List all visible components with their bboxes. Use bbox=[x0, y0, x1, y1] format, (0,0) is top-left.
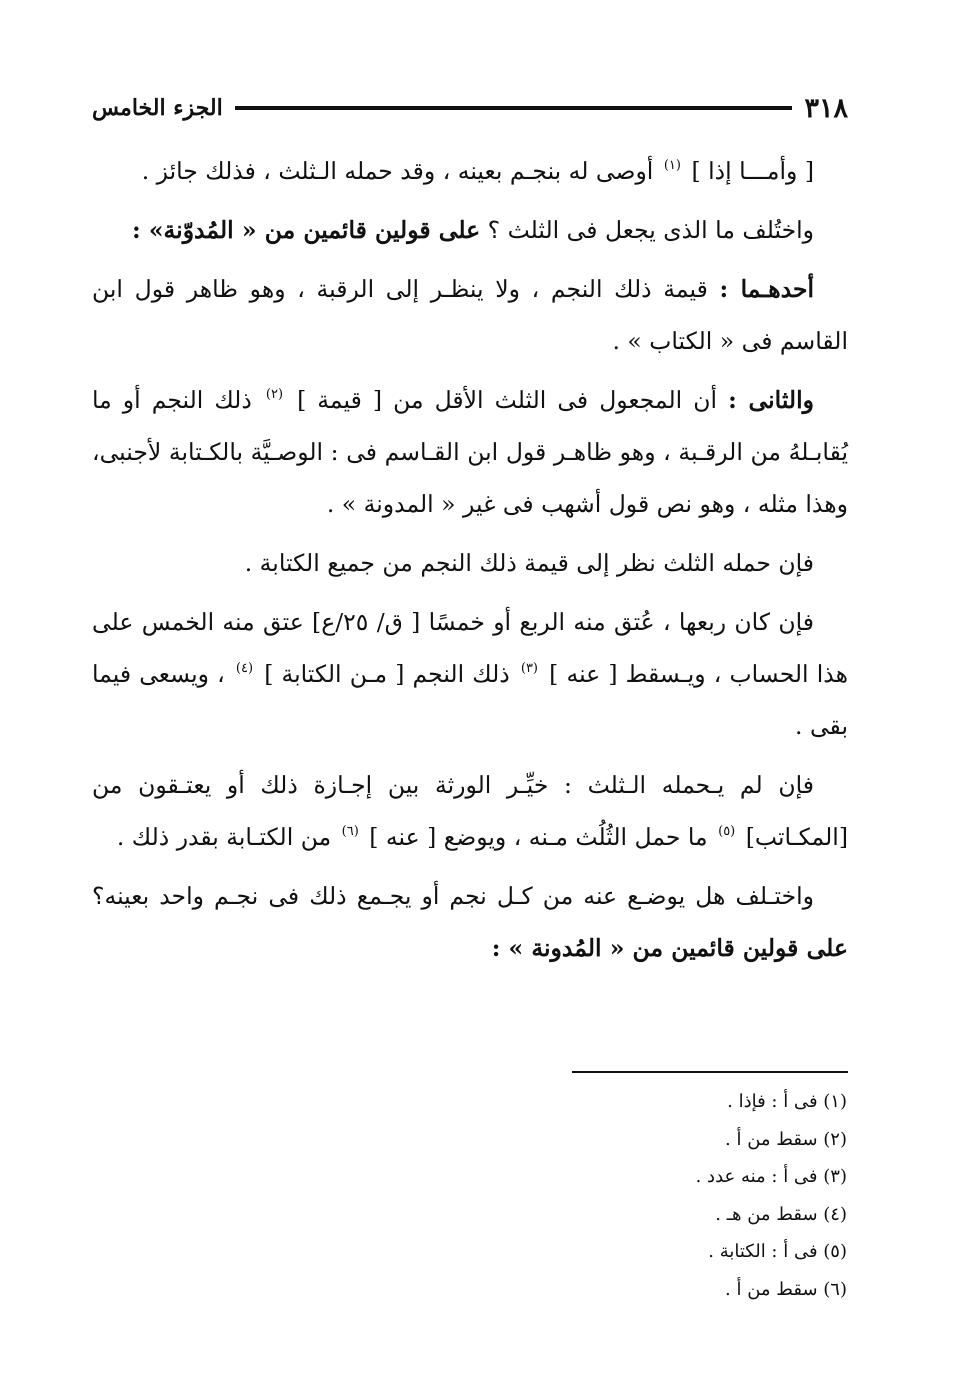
page-number: ٣١٨ bbox=[804, 92, 848, 124]
footnote-ref: (٣) bbox=[520, 661, 538, 676]
footnote-item: (٥) فى أ : الكتابة . bbox=[708, 1241, 847, 1262]
footnote-item: (٤) سقط من هـ . bbox=[715, 1203, 847, 1225]
paragraph bbox=[92, 596, 848, 752]
footnote-separator bbox=[572, 1071, 848, 1073]
text-run: من الكتـابة بقدر ذلك . bbox=[116, 823, 332, 851]
bold-phrase: على قولين قائمين من « المُدوّنة» : bbox=[132, 216, 481, 244]
paragraph bbox=[92, 870, 848, 974]
footnote-ref: (٢) bbox=[265, 387, 284, 402]
header-rule bbox=[235, 106, 793, 110]
text-run: واختـلف هل يوضـع عنه من كـل نجم أو يجـمع ذلك فى نجـم واحد بعينه؟ bbox=[92, 882, 814, 910]
footnote-item: (٦) سقط من أ . bbox=[725, 1278, 847, 1300]
text-run: أوصى له بنجـم بعينه ، وقد حمله الـثلث ، فذلك جائز . bbox=[141, 157, 654, 185]
paragraph bbox=[92, 374, 848, 530]
text-run: واختُلف ما الذى يجعل فى الثلث ؟ bbox=[487, 216, 814, 244]
footnotes bbox=[447, 1083, 847, 1308]
bold-phrase: على قولين قائمين من « المُدونة » : bbox=[491, 934, 848, 962]
text-run: فإن كان ربعها ، عُتق منه الربع أو خمسًا [ ق/ ٢٥/ع] عتق منه الخمس على هذا الحساب ، ويـسقط [ عنه ] bbox=[92, 608, 848, 688]
footnote-item: (١) فى أ : فإذا . bbox=[727, 1091, 847, 1112]
page-header bbox=[92, 88, 848, 128]
paragraph bbox=[92, 145, 848, 197]
footnote-item: (٢) سقط من أ . bbox=[725, 1128, 847, 1150]
paragraph bbox=[92, 759, 848, 863]
text-run: [ وأمـــا إذا ] bbox=[691, 157, 814, 185]
text-run: ذلك النجم أو ما يُقابـلهُ من الرقـبة ، وهو ظاهـر قول ابن القـاسم فى : الوصـيَّة بالكـتابة لأجنبى، وهذا مثله ، وهو نص قول أشهب فى غير « المدونة » . bbox=[92, 386, 848, 518]
footnote-ref: (٦) bbox=[341, 824, 359, 839]
text-run: أن المجعول فى الثلث الأقل من [ قيمة ] bbox=[297, 386, 718, 414]
main-text bbox=[92, 145, 848, 981]
footnote-item: (٣) فى أ : منه عدد . bbox=[695, 1166, 847, 1187]
bold-phrase: أحدهـما : bbox=[719, 275, 814, 303]
text-run: قيمة ذلك النجم ، ولا ينظـر إلى الرقبة ، وهو ظاهر قول ابن القاسم فى « الكتاب » . bbox=[92, 275, 848, 355]
text-run: فإن لم يـحمله الـثلث : خيِّـر الورثة بين إجـازة ذلك أو يعتـقون من [المكـاتب] bbox=[92, 771, 848, 851]
paragraph: فإن حمله الثلث نظر إلى قيمة ذلك النجم من جميع الكتابة . bbox=[244, 549, 814, 577]
footnote-ref: (٤) bbox=[235, 661, 254, 676]
paragraph bbox=[92, 204, 848, 256]
text-run: ، ويسعى فيما بقى . bbox=[92, 660, 848, 740]
bold-phrase: والثانى : bbox=[728, 386, 814, 414]
footnote-ref: (٥) bbox=[718, 824, 736, 839]
paragraph bbox=[92, 263, 848, 367]
text-run: ما حمل الثُلُث مـنه ، ويوضع [ عنه ] bbox=[369, 823, 708, 851]
footnote-ref: (١) bbox=[663, 158, 681, 173]
text-run: ذلك النجم [ مـن الكتابة ] bbox=[264, 660, 510, 688]
running-title: الجزء الخامس bbox=[92, 95, 223, 121]
